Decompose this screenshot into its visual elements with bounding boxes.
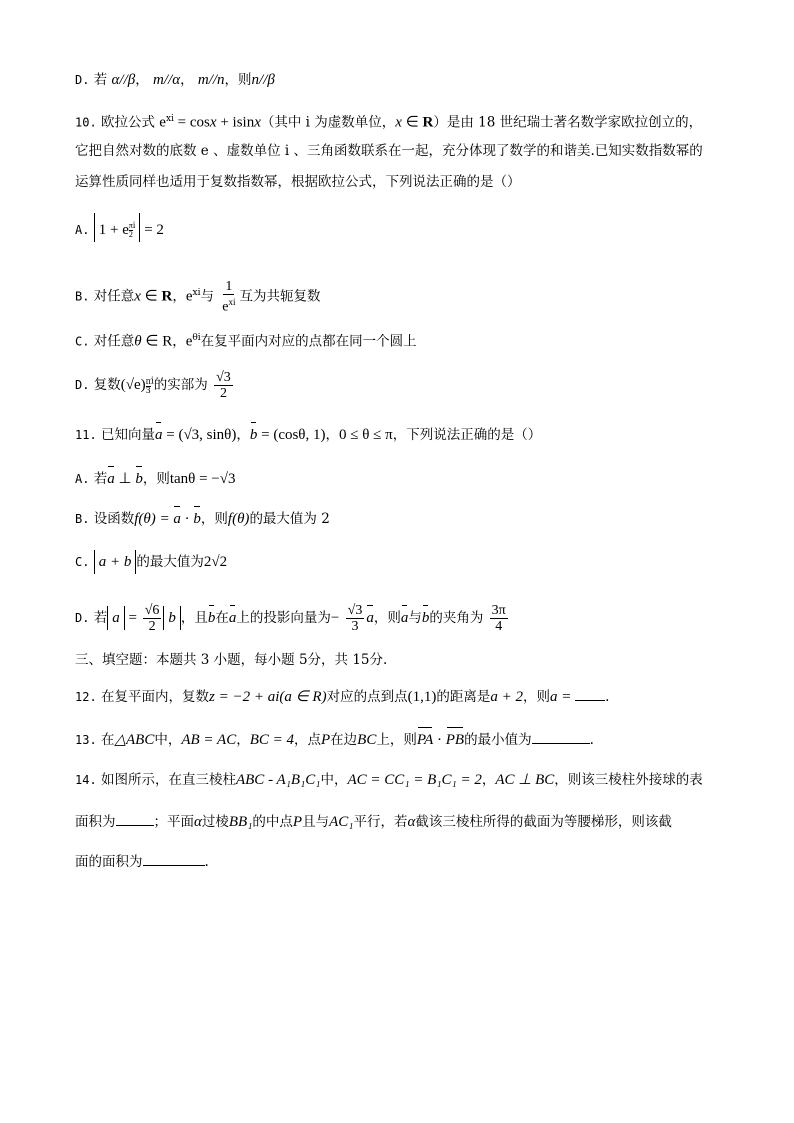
math: 0 ≤ θ ≤ π [339, 427, 393, 443]
vector-b: b [193, 511, 201, 527]
math: BC [357, 732, 377, 748]
text: ，则 [522, 689, 550, 705]
text: 设函数 [93, 511, 135, 527]
absolute-value [94, 213, 141, 242]
text: 对任意 [93, 288, 135, 305]
math: n//β [251, 72, 275, 88]
vector-b: b [207, 610, 216, 626]
fraction [214, 370, 233, 401]
question-10-line-3: 运算性质同样也适用于复数指数幂，根据欧拉公式，下列说法正确的是（） [75, 174, 521, 190]
numerator: 1 [225, 279, 233, 294]
text: 在复平面内，复数 [100, 689, 209, 705]
text: 中， [320, 772, 348, 788]
math: ∈ R [141, 333, 173, 350]
option-d-prev [75, 70, 275, 90]
text: 的最大值为 2 [249, 511, 330, 527]
answer-blank[interactable] [116, 811, 154, 826]
option-label: D. [75, 378, 90, 392]
math: α//β [111, 72, 136, 88]
text: 若 [93, 610, 108, 626]
math: ∈ [140, 288, 162, 305]
text: ， [135, 72, 149, 88]
text: ，点 [294, 732, 321, 748]
text: 与 [408, 610, 422, 626]
question-number: 10. [75, 115, 97, 130]
text: ， [180, 72, 194, 88]
vector-a: a [154, 427, 163, 443]
text: ，则 [224, 72, 252, 88]
text: ， [172, 288, 186, 305]
math: α [194, 814, 202, 830]
vector-pb: PB [445, 732, 465, 748]
option-label: B. [75, 512, 90, 526]
text: 与 [200, 288, 214, 305]
math: + isin [216, 114, 255, 131]
absolute-value: a + b [94, 550, 137, 574]
fraction [490, 603, 508, 634]
math: P [321, 732, 331, 748]
math: e [159, 114, 166, 131]
text: 面积为 [75, 814, 116, 830]
math: R [161, 288, 173, 305]
text: 的最大值为 [136, 554, 204, 570]
question-number: 11. [75, 428, 97, 442]
math: · [180, 511, 194, 527]
vector-pa: PA [416, 732, 434, 748]
text: 复数 [93, 377, 121, 393]
text: 过棱 [201, 814, 229, 830]
question-11-option-a [75, 469, 236, 489]
text: 的最小值为 [464, 732, 532, 748]
text: ，则 [142, 471, 170, 487]
question-11-option-d [75, 603, 510, 634]
text: ， [481, 772, 496, 788]
math: tanθ = −√3 [169, 471, 236, 487]
text: . [589, 732, 594, 748]
math-sup: 3 [145, 385, 151, 395]
math: z = −2 + ai(a ∈ R) [208, 689, 327, 705]
vector-b: b [249, 427, 258, 443]
text: 上，则 [376, 732, 417, 748]
math: m//α [153, 72, 181, 88]
question-number: 12. [75, 690, 97, 704]
question-10-line-1 [75, 109, 702, 133]
math-sup: i [132, 220, 136, 230]
answer-blank[interactable] [575, 686, 605, 701]
option-label: D. [75, 73, 90, 87]
math: 2√2 [203, 554, 228, 570]
math: e [185, 288, 193, 305]
question-14-line-1 [75, 770, 703, 790]
math: AC = CC₁ = B₁C₁ = 2 [347, 772, 482, 788]
denominator: 2 [219, 386, 227, 401]
math: e [185, 333, 193, 350]
math-sup: xi [228, 297, 236, 307]
question-11-option-b [75, 509, 330, 529]
question-10-option-c [75, 328, 417, 352]
text: ， [236, 732, 250, 748]
vector-a: a [366, 610, 374, 626]
math: f(θ) [227, 511, 250, 527]
math: ∈ [401, 114, 423, 131]
question-10-option-d [75, 370, 235, 401]
math: a + 2 [490, 689, 523, 705]
math-sup: xi [165, 114, 174, 124]
math-sup: θi [192, 333, 201, 343]
text: ）是由 18 世纪瑞士著名数学家欧拉创立的， [433, 114, 703, 131]
math: m//n [197, 72, 225, 88]
question-10-option-a [75, 213, 164, 242]
math: x [254, 114, 261, 131]
vector-a: a [173, 511, 181, 527]
text: 对任意 [93, 333, 135, 350]
text: ，下列说法正确的是（） [392, 427, 542, 443]
option-label: A. [75, 472, 90, 486]
text: 在边 [330, 732, 358, 748]
math: = [124, 610, 141, 626]
text: ，则 [373, 610, 401, 626]
denominator [220, 295, 237, 315]
math: α [407, 814, 416, 830]
math-sup: π [128, 221, 133, 230]
math: = (√3, sinθ) [162, 427, 237, 443]
denominator: 4 [495, 619, 503, 634]
math: P [292, 814, 303, 830]
numerator: √3 [216, 370, 231, 385]
question-11-option-c [75, 550, 227, 574]
text: 中， [154, 732, 182, 748]
vector-a: a [228, 610, 237, 626]
text: 已知向量 [100, 427, 155, 443]
math: (1,1) [407, 689, 437, 705]
math: △ABC [114, 732, 155, 748]
numerator: 3π [491, 603, 506, 618]
question-13 [75, 729, 594, 750]
math: BC = 4 [249, 732, 294, 748]
math-sup: π [145, 376, 151, 386]
math: e [222, 299, 229, 315]
vector-b: b [421, 610, 430, 626]
math: AC ⊥ BC [495, 772, 555, 788]
text: ， [236, 427, 250, 443]
numerator: √6 [144, 603, 160, 618]
math: AC₁ [329, 814, 354, 830]
text: 的中点 [252, 814, 293, 830]
fraction [143, 603, 162, 634]
fraction [220, 279, 237, 315]
text: 的距离是 [436, 689, 491, 705]
text: 的实部为 [153, 377, 208, 393]
text: ， [325, 427, 339, 443]
math: θ [134, 333, 142, 350]
denominator: 2 [148, 619, 156, 634]
math: x [209, 114, 217, 131]
numerator: √3 [347, 603, 363, 618]
math: 1 + e [98, 222, 129, 238]
text: 对应的点到点 [326, 689, 408, 705]
math: AB = AC [181, 732, 237, 748]
option-label: C. [75, 555, 90, 569]
vector-b: b [135, 471, 143, 487]
text: 在 [100, 732, 115, 748]
math: f(θ) = [134, 511, 174, 527]
math-sup: xi [192, 287, 201, 298]
math: a = [549, 689, 576, 705]
text: ；平面 [153, 814, 194, 830]
option-label: A. [75, 223, 90, 237]
denominator: 3 [351, 619, 359, 634]
section-heading-fill-in: 三、填空题：本题共 3 小题，每小题 5分，共 15分. [75, 652, 388, 668]
option-label: B. [75, 289, 90, 304]
math: ⊥ [114, 471, 136, 487]
math: · [433, 732, 446, 748]
option-label: D. [75, 611, 90, 625]
question-14-line-2 [75, 811, 672, 832]
text: 欧拉公式 [100, 114, 155, 131]
math: (√e) [120, 377, 146, 393]
text: 上的投影向量为 [236, 610, 331, 626]
text: ，且 [180, 610, 208, 626]
text: ，则该三棱柱外接球的表 [554, 772, 703, 788]
question-10-line-2: 它把自然对数的底数 e 、虚数单位 i 、三角函数联系在一起，充分体现了数学的和谐美.已知实数指数幂的 [75, 143, 703, 159]
text: 互为共轭复数 [239, 288, 321, 305]
text: 且与 [302, 814, 330, 830]
text: 若 [93, 471, 108, 487]
text: 截该三棱柱所得的截面为等腰梯形，则该截 [415, 814, 672, 830]
fraction [346, 603, 365, 634]
math: = 2 [140, 222, 164, 238]
text: 的夹角为 [429, 610, 484, 626]
text: . [204, 854, 209, 870]
text: ，则 [200, 511, 228, 527]
text: （其中 i 为虚数单位， [260, 114, 396, 131]
math: x [395, 114, 402, 131]
text: 在 [215, 610, 229, 626]
option-label: C. [75, 334, 90, 349]
vector-a: a [107, 471, 115, 487]
text: ， [172, 333, 186, 350]
question-14-line-3 [75, 851, 209, 872]
question-12 [75, 686, 609, 707]
answer-blank[interactable] [143, 851, 205, 866]
text: 平行，若 [353, 814, 408, 830]
math: R [422, 114, 434, 131]
text: 如图所示，在直三棱柱 [100, 772, 236, 788]
math-sup: 2 [128, 230, 133, 239]
answer-blank[interactable] [532, 729, 590, 744]
math: ABC - A₁B₁C₁ [235, 772, 321, 788]
vector-a: a [400, 610, 409, 626]
text: 面的面积为 [75, 854, 143, 870]
math: BB₁ [228, 814, 253, 830]
question-11-line-1 [75, 425, 541, 445]
text: 在复平面内对应的点都在同一个圆上 [200, 333, 417, 350]
math: = cos [173, 114, 210, 131]
absolute-value: b [163, 606, 181, 630]
text: . [605, 689, 610, 705]
question-number: 13. [75, 733, 97, 747]
absolute-value: a [107, 606, 125, 630]
math: − [330, 610, 340, 626]
math: = (cosθ, 1) [257, 427, 326, 443]
text: 若 [93, 72, 108, 88]
question-10-option-b [75, 279, 321, 315]
math-sup: i [150, 376, 154, 387]
math: x [134, 288, 141, 305]
question-number: 14. [75, 773, 97, 787]
